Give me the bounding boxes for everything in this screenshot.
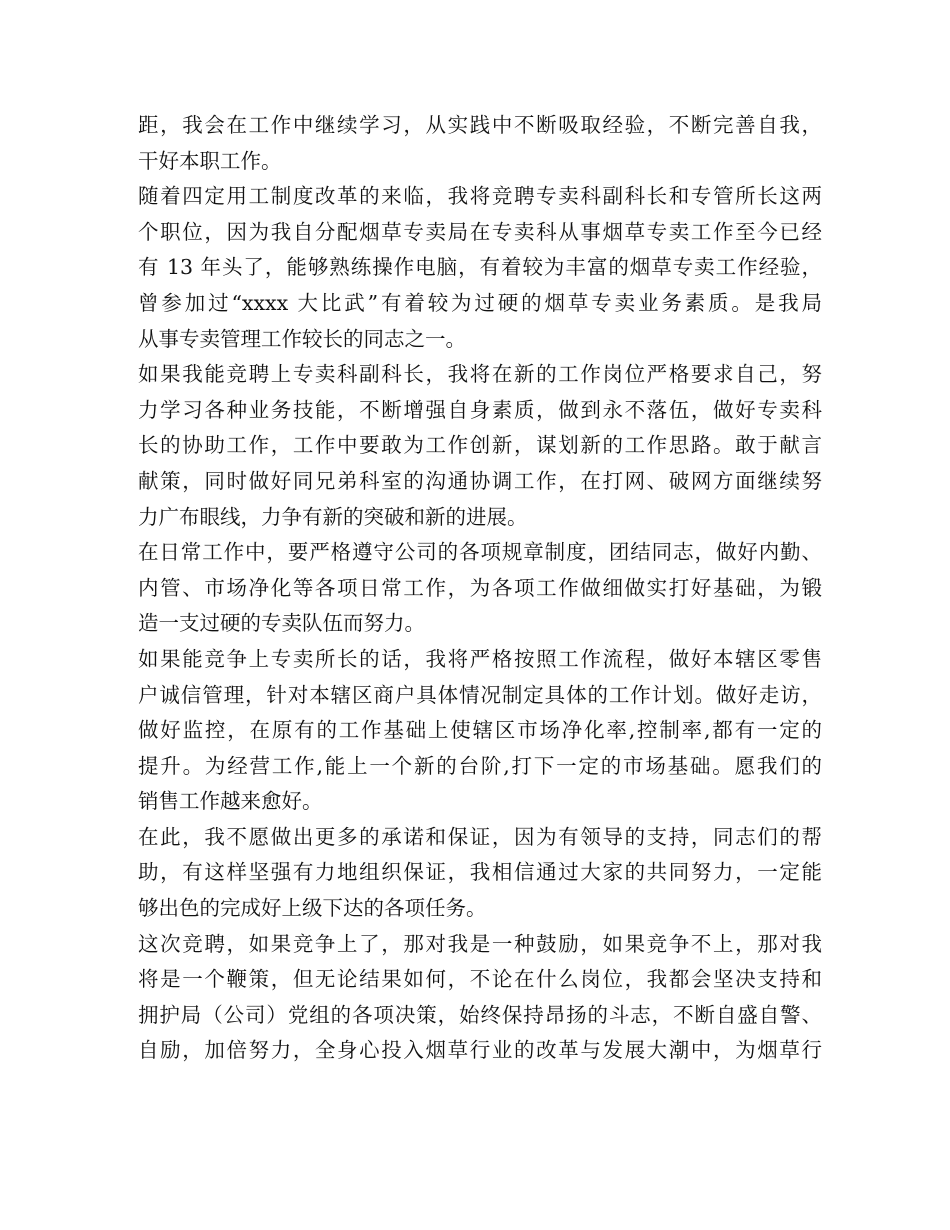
text-line: 从事专卖管理工作较长的同志之一。 bbox=[138, 326, 466, 351]
text-line: 助，有这样坚强有力地组织保证，我相信通过大家的共同努力，一定能 bbox=[138, 860, 822, 885]
text-line: 提升。为经营工作,能上一个新的台阶,打下一定的市场基础。愿我们的 bbox=[138, 753, 822, 778]
text-line: 造一支过硬的专卖队伍而努力。 bbox=[138, 611, 425, 636]
text-line: 销售工作越来愈好。 bbox=[138, 789, 323, 814]
document-body bbox=[138, 108, 822, 1069]
text-line: 将是一个鞭策，但无论结果如何，不论在什么岗位，我都会坚决支持和 bbox=[138, 967, 822, 992]
text-line: 有 13 年头了，能够熟练操作电脑，有着较为丰富的烟草专卖工作经验， bbox=[138, 255, 822, 280]
text-line: 户诚信管理，针对本辖区商户具体情况制定具体的工作计划。做好走访， bbox=[138, 682, 822, 707]
text-line: 长的协助工作，工作中要敢为工作创新，谋划新的工作思路。敢于献言 bbox=[138, 433, 822, 458]
text-line: 自励，加倍努力，全身心投入烟草行业的改革与发展大潮中，为烟草行 bbox=[138, 1038, 822, 1063]
text-line: 力广布眼线，力争有新的突破和新的进展。 bbox=[138, 504, 528, 529]
text-line: 献策，同时做好同兄弟科室的沟通协调工作，在打网、破网方面继续努 bbox=[138, 468, 822, 493]
text-line: 力学习各种业务技能，不断增强自身素质，做到永不落伍，做好专卖科 bbox=[138, 397, 822, 422]
text-line: 拥护局（公司）党组的各项决策，始终保持昂扬的斗志，不断自盛自警、 bbox=[138, 1002, 822, 1027]
text-line: 内管、市场净化等各项日常工作，为各项工作做细做实打好基础，为锻 bbox=[138, 575, 822, 600]
text-line: 在此，我不愿做出更多的承诺和保证，因为有领导的支持，同志们的帮 bbox=[138, 824, 822, 849]
text-line: 如果我能竞聘上专卖科副科长，我将在新的工作岗位严格要求自己，努 bbox=[138, 362, 822, 387]
text-line: 如果能竞争上专卖所长的话，我将严格按照工作流程，做好本辖区零售 bbox=[138, 646, 822, 671]
text-line: 够出色的完成好上级下达的各项任务。 bbox=[138, 896, 487, 921]
text-line: 距，我会在工作中继续学习，从实践中不断吸取经验，不断完善自我， bbox=[138, 113, 822, 137]
text-line: 这次竞聘，如果竞争上了，那对我是一种鼓励，如果竞争不上，那对我 bbox=[138, 931, 822, 956]
text-line: 在日常工作中，要严格遵守公司的各项规章制度，团结同志，做好内勤、 bbox=[138, 540, 822, 565]
text-line: 做好监控，在原有的工作基础上使辖区市场净化率,控制率,都有一定的 bbox=[138, 718, 822, 743]
text-line: 干好本职工作。 bbox=[138, 148, 282, 173]
text-line: 随着四定用工制度改革的来临，我将竞聘专卖科副科长和专管所长这两 bbox=[138, 184, 822, 209]
text-line: 个职位，因为我自分配烟草专卖局在专卖科从事烟草专卖工作至今已经 bbox=[138, 219, 822, 244]
text-line: 曾参加过“xxxx 大比武”有着较为过硬的烟草专卖业务素质。是我局 bbox=[138, 290, 822, 315]
